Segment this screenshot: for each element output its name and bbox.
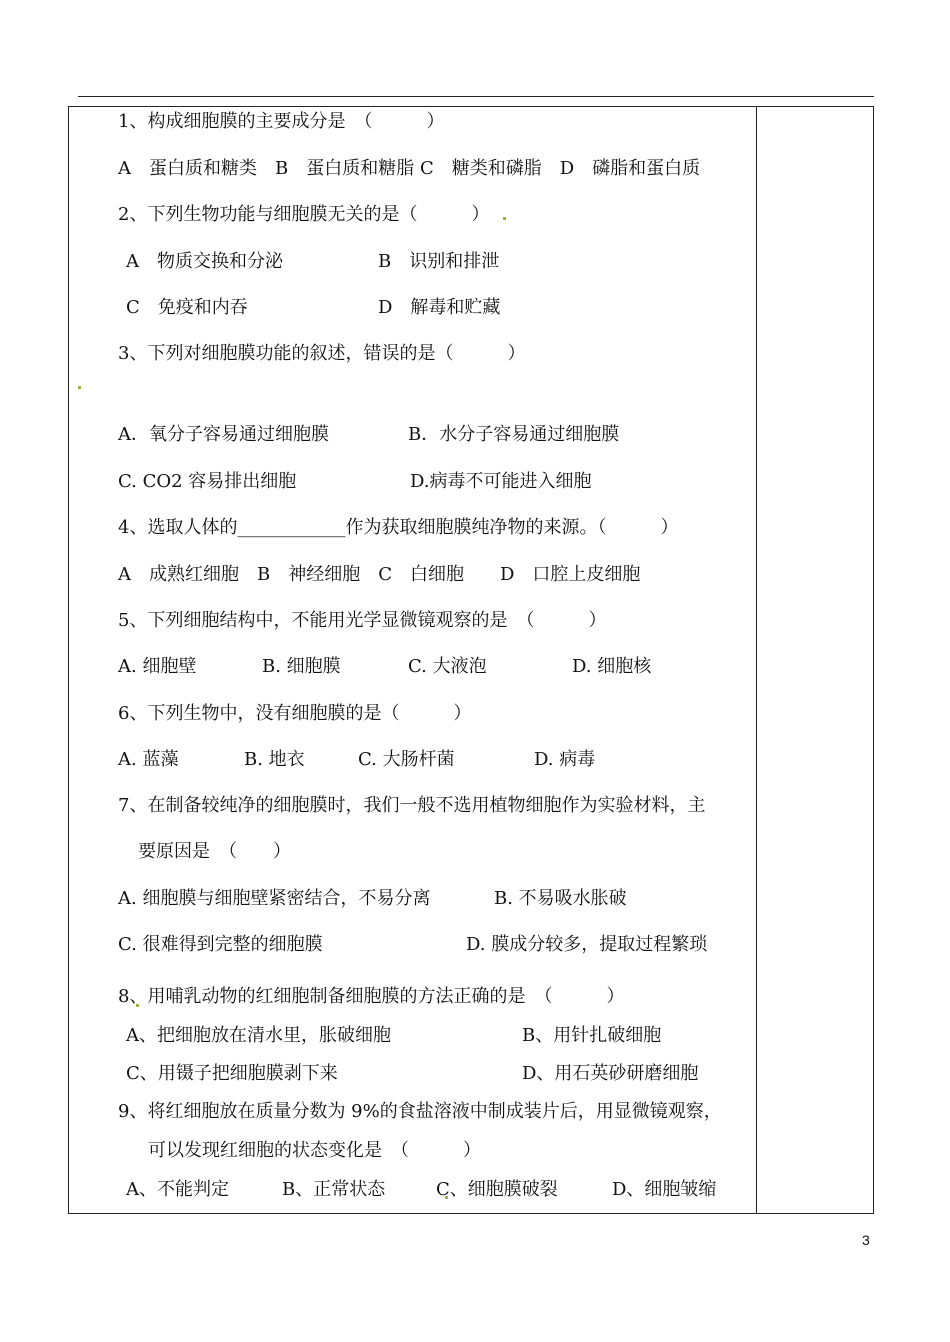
question-2-option-d: D 解毒和贮藏 <box>378 297 501 318</box>
question-7-option-c: C. 很难得到完整的细胞膜 <box>118 934 323 955</box>
question-5-option-b: B. 细胞膜 <box>262 656 341 677</box>
question-1-options: A 蛋白质和糖类 B 蛋白质和糖脂 C 糖类和磷脂 D 磷脂和蛋白质 <box>118 158 701 179</box>
question-9-stem: 9、将红细胞放在质量分数为 9%的食盐溶液中制成装片后，用显微镜观察， <box>118 1101 722 1122</box>
question-6-option-d: D. 病毒 <box>534 749 596 770</box>
question-8-option-b: B、用针扎破细胞 <box>522 1025 662 1046</box>
question-9-option-d: D、细胞皱缩 <box>612 1179 717 1200</box>
question-2-option-a: A 物质交换和分泌 <box>126 251 283 272</box>
question-6-stem: 6、下列生物中，没有细胞膜的是（ ） <box>118 703 472 724</box>
question-8-option-c: C、用镊子把细胞膜剥下来 <box>126 1063 338 1084</box>
question-3-option-c: C. CO2 容易排出细胞 <box>118 471 297 492</box>
question-8-stem: 8、用哺乳动物的红细胞制备细胞膜的方法正确的是 （ ） <box>118 986 625 1007</box>
question-9-option-c: C、细胞膜破裂 <box>436 1179 558 1200</box>
decorative-dot <box>503 217 506 220</box>
question-7-option-a: A. 细胞膜与细胞壁紧密结合，不易分离 <box>118 888 431 909</box>
question-6-option-c: C. 大肠杆菌 <box>358 749 455 770</box>
question-4-stem: 4、选取人体的____________作为获取细胞膜纯净物的来源。（ ） <box>118 517 679 538</box>
question-9-option-a: A、不能判定 <box>126 1179 229 1200</box>
question-2-stem: 2、下列生物功能与细胞膜无关的是（ ） <box>118 204 490 225</box>
question-4-options: A 成熟红细胞 B 神经细胞 C 白细胞 D 口腔上皮细胞 <box>118 564 641 585</box>
question-5-stem: 5、下列细胞结构中，不能用光学显微镜观察的是 （ ） <box>118 610 607 631</box>
question-7-option-b: B. 不易吸水胀破 <box>494 888 627 909</box>
question-1-stem: 1、构成细胞膜的主要成分是 （ ） <box>118 111 445 132</box>
question-5-option-c: C. 大液泡 <box>408 656 487 677</box>
question-3-option-d: D.病毒不可能进入细胞 <box>410 471 592 492</box>
decorative-dot <box>78 386 81 389</box>
page-number: 3 <box>862 1232 870 1248</box>
header-rule <box>78 96 874 97</box>
question-7-stem: 7、在制备较纯净的细胞膜时，我们一般不选用植物细胞作为实验材料，主 <box>118 795 706 816</box>
question-6-option-a: A. 蓝藻 <box>118 749 179 770</box>
question-5-option-d: D. 细胞核 <box>572 656 652 677</box>
question-7-stem-continued: 要原因是 （ ） <box>138 841 291 862</box>
question-3-option-b: B．水分子容易通过细胞膜 <box>408 424 620 445</box>
question-8-option-a: A、把细胞放在清水里，胀破细胞 <box>126 1025 391 1046</box>
question-7-option-d: D. 膜成分较多，提取过程繁琐 <box>466 934 708 955</box>
question-3-stem: 3、下列对细胞膜功能的叙述，错误的是（ ） <box>118 343 526 364</box>
question-2-option-c: C 免疫和内吞 <box>126 297 248 318</box>
question-6-option-b: B. 地衣 <box>244 749 305 770</box>
table-column-divider <box>756 106 757 1214</box>
question-3-option-a: A．氧分子容易通过细胞膜 <box>118 424 329 445</box>
question-2-option-b: B 识别和排泄 <box>378 251 500 272</box>
question-5-option-a: A. 细胞壁 <box>118 656 197 677</box>
question-9-stem-continued: 可以发现红细胞的状态变化是 （ ） <box>148 1140 481 1161</box>
question-8-option-d: D、用石英砂研磨细胞 <box>522 1063 699 1084</box>
question-9-option-b: B、正常状态 <box>282 1179 386 1200</box>
